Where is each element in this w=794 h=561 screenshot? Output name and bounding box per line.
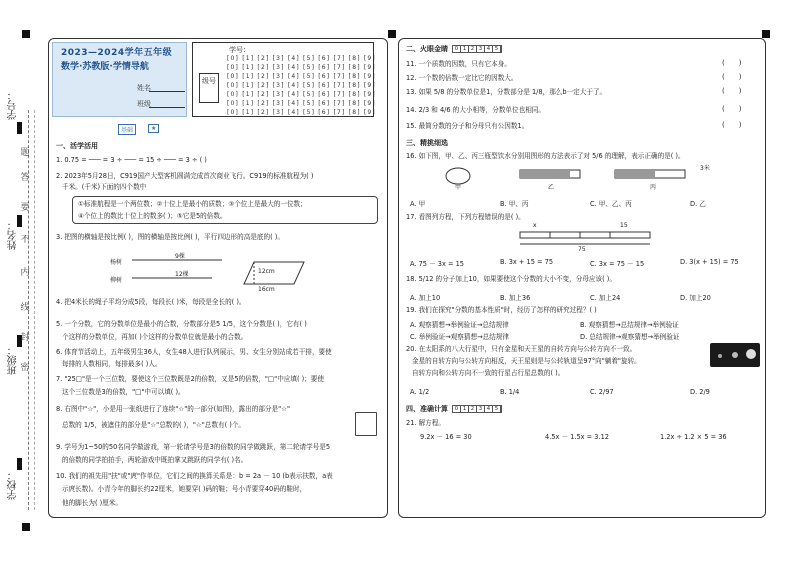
planet-image xyxy=(710,343,760,367)
answer-paren[interactable]: ( ) xyxy=(722,87,742,95)
option-C[interactable]: C. 加上24 xyxy=(590,294,621,302)
question-8: 8. 右图中"☆"，小是用一张纸进行了连续"☆"的一部分(如图)，露出的部分是"☆" xyxy=(56,405,291,413)
score-digit: 5 xyxy=(493,406,501,412)
digit-row[interactable]: [0] [1] [2] [3] [4] [5] [6] [7] [8] [9] xyxy=(227,64,376,71)
question-18: 18. 5/12 的分子加上10，如果要使这个分数的大小不变，分母应该( )。 xyxy=(406,275,616,283)
question-1: 1. 0.75 = ─── = 3 ÷ ─── = 15 ÷ ─── = 3 ÷ ( ) xyxy=(56,156,207,164)
fig-label: 杨树 xyxy=(110,259,123,266)
option-A[interactable]: A. 加上10 xyxy=(410,294,441,302)
question-21: 21. 解方程。 xyxy=(406,419,445,427)
score-digit: 0 xyxy=(453,406,461,412)
name-field-line[interactable] xyxy=(149,91,185,92)
section-title: 三、精挑细选 xyxy=(406,139,448,147)
question-2: 2. 2023年5月28日，C919国产大型客机圆满完成首次商业飞行。C919的标准航程为( ) xyxy=(56,172,314,180)
score-digit: 4 xyxy=(485,406,493,412)
digit-row[interactable]: [0] [1] [2] [3] [4] [5] [6] [7] [8] [9] xyxy=(227,55,376,62)
option-D[interactable]: D. 加上20 xyxy=(680,294,711,302)
option-D[interactable]: D. 乙 xyxy=(690,200,706,208)
question-10: 10. 我们的祖先用"扶"或"庹"作单位，它们之间的换算关系是：b = 2a － 10 (b表示扶数，a表 xyxy=(56,472,333,480)
option-B[interactable]: B. 甲、丙 xyxy=(500,200,529,208)
question-5: 5. 一个分数，它的分数单位是最小的合数，分数部分是5 1/5，这个分数是( )，它有( ) xyxy=(56,320,307,328)
fig16-label: 甲 xyxy=(455,184,462,191)
answer-paren[interactable]: ( ) xyxy=(722,73,742,81)
fig17-label: 75 xyxy=(578,246,586,253)
planet-icon xyxy=(718,354,722,358)
seal-char: 线 xyxy=(20,303,30,313)
option-A[interactable]: A. 甲 xyxy=(410,200,426,208)
seal-char: 密 xyxy=(20,363,30,373)
hint-line-1: ①标准航程是一个两位数；②十位上是最小的质数；③个位上是最大的一位数； xyxy=(78,200,307,208)
fig-label: 柳树 xyxy=(110,277,123,284)
option-B[interactable]: B. 观察猜想→总结规律→举例验证 xyxy=(580,321,679,329)
question-10-cont: 示庹长数)。小青今年的脚长约22厘米，她要穿( )码的鞋；号小青要穿40码的鞋时， xyxy=(62,485,307,493)
option-C[interactable]: C. 2/97 xyxy=(590,388,614,396)
seal-line-2 xyxy=(34,110,35,510)
question-8-cont: 总数的 1/5，被遮住的部分是"☆"总数的( )，"☆"总数有( )个。 xyxy=(62,421,246,429)
fig-label: 16cm xyxy=(258,286,275,293)
fig-label: 12cm xyxy=(258,268,275,275)
option-B[interactable]: B. 1/4 xyxy=(500,388,520,396)
score-digit: 3 xyxy=(477,406,485,412)
section-title: 一、活学活用 xyxy=(56,142,98,150)
fig16-label: 乙 xyxy=(548,184,555,191)
equation-3: 1.2x ÷ 1.2 × 5 = 36 xyxy=(660,433,727,441)
question-10-cont2: 他的脚长为( )厘米。 xyxy=(62,499,122,507)
registration-mark-top-left xyxy=(22,30,30,38)
option-A[interactable]: A. 1/2 xyxy=(410,388,430,396)
score-digit: 3 xyxy=(477,46,485,52)
question-20-cont: 金星的自转方向与公转方向相反，天王星则是与公转轨道呈97°向"躺着"旋转。 xyxy=(412,357,641,365)
exam-subtitle: 数学·苏教版·学情导航 xyxy=(61,62,149,72)
registration-mark-top-right xyxy=(388,30,396,38)
seal-char: 内 xyxy=(20,268,30,278)
fig16-label: 3米 xyxy=(700,165,710,172)
question-7-cont: 这个三位数是3的倍数，"□"中可以填( )。 xyxy=(62,388,185,396)
score-bar xyxy=(452,45,502,53)
question-11: 11. 一个质数的因数，只有它本身。 xyxy=(406,60,511,68)
exam-header xyxy=(52,42,187,117)
fig17-label: 15 xyxy=(620,222,628,229)
seal-char: 题 xyxy=(20,148,30,158)
digit-row[interactable]: [0] [1] [2] [3] [4] [5] [6] [7] [8] [9] xyxy=(227,109,376,116)
seal-char: 答 xyxy=(20,173,30,183)
question-12: 12. 一个数的倍数一定比它的因数大。 xyxy=(406,74,518,82)
answer-paren[interactable]: ( ) xyxy=(722,121,742,129)
class-label: 班级： xyxy=(8,345,19,375)
score-digit: 1 xyxy=(461,46,469,52)
question-4: 4. 把4米长的绳子平均分成5段，每段长( )米，每段是全长的( )。 xyxy=(56,298,246,306)
option-D[interactable]: D. 2/9 xyxy=(690,388,710,396)
question-9-cont: 的倍数的同学拍拍手，两轮游戏中既拍掌又跳跃的同学有( )名。 xyxy=(62,456,248,464)
answer-paren[interactable]: ( ) xyxy=(722,59,742,67)
seal-char: 封 xyxy=(20,333,30,343)
question-6: 6. 体育节活动上，五年级男生36人，女生48人进行队列展示，男、女生分别站成若干排，要使 xyxy=(56,348,332,356)
question-14: 14. 2/3 和 4/6 的大小相等，分数单位也相同。 xyxy=(406,106,545,114)
digit-row[interactable]: [0] [1] [2] [3] [4] [5] [6] [7] [8] [9] xyxy=(227,100,376,107)
seal-char: 不 xyxy=(20,235,30,245)
option-C[interactable]: C. 甲、乙、丙 xyxy=(590,200,632,208)
score-digit: 0 xyxy=(453,46,461,52)
fig17-label: x xyxy=(533,222,537,229)
tree-figure xyxy=(92,250,332,292)
id-label: 学号： xyxy=(229,46,250,54)
question-15: 15. 最简分数的分子和分母只有公因数1。 xyxy=(406,122,529,130)
difficulty-tag: 基础 xyxy=(118,124,136,135)
level-tab: 级号 xyxy=(199,73,219,103)
class-field-line[interactable] xyxy=(149,107,185,108)
question-6-cont: 每排的人数相同，每排最多( )人。 xyxy=(62,360,162,368)
fig-label: 9棵 xyxy=(175,253,185,260)
option-B[interactable]: B. 3x + 15 = 75 xyxy=(500,258,554,266)
question-13: 13. 如果 5/8 的分数单位是1，分数部分是 1/8，那么b一定大于了。 xyxy=(406,88,607,96)
option-C[interactable]: C. 3x = 75 － 15 xyxy=(590,260,645,268)
question-7: 7. "25□"是一个三位数，要使这个三位数既是2的倍数，又是5的倍数，"□"中应填( )；要使 xyxy=(56,375,324,383)
score-digit: 2 xyxy=(469,46,477,52)
section-title: 二、火眼金睛 xyxy=(406,45,448,53)
student-id-label: 学号： xyxy=(8,90,19,120)
question-20-cont2: 自转方向和公转方向不一致的行星占行星总数的( )。 xyxy=(412,369,565,377)
year-title: 2023—2024学年五年级 xyxy=(61,48,173,58)
option-B[interactable]: B. 加上36 xyxy=(500,294,531,302)
section-title: 四、准确计算 xyxy=(406,405,448,413)
option-C[interactable]: C. 举例验证→观察猜想→总结规律 xyxy=(410,333,509,341)
score-bar xyxy=(452,405,502,413)
class-field-label: 班级 xyxy=(137,100,151,108)
answer-paren[interactable]: ( ) xyxy=(722,105,742,113)
school-label: 学校： xyxy=(8,470,19,500)
question-17: 17. 看图列方程，下列方程错误的是( )。 xyxy=(406,213,525,221)
fig-label: 12棵 xyxy=(175,271,189,278)
star-card xyxy=(355,412,377,436)
fig16-label: 丙 xyxy=(650,184,657,191)
score-digit: 1 xyxy=(461,406,469,412)
question-19: 19. 我们在探究"分数的基本性质"时，经历了怎样的研究过程？( ) xyxy=(406,306,597,314)
option-D[interactable]: D. 3(x + 15) = 75 xyxy=(680,258,739,266)
question-16: 16. 如下图，甲、乙、丙三瓶型饮水分别用图形的方法表示了对 5/6 的理解，表示正确的是( )。 xyxy=(406,152,685,160)
equation-1: 9.2x － 16 = 30 xyxy=(420,433,472,441)
question-20: 20. 在太阳系的八大行星中，只有金星和天王星的自转方向与公转方向不一致。 xyxy=(406,345,637,353)
score-digit: 5 xyxy=(493,46,501,52)
seal-char: 要 xyxy=(20,203,30,213)
name-label: 姓名： xyxy=(8,220,19,250)
registration-mark-top-right2 xyxy=(762,30,770,38)
name-field-label: 姓名 xyxy=(137,84,151,92)
planet-icon xyxy=(746,349,756,359)
question-3: 3. 把图的横轴是按比例( )，图的横轴是按比例( )，平行四边形的高是底的( )。 xyxy=(56,233,284,241)
student-id-box xyxy=(192,42,374,117)
option-A[interactable]: A. 75 － 3x = 15 xyxy=(410,260,464,268)
digit-row[interactable]: [0] [1] [2] [3] [4] [5] [6] [7] [8] [9] xyxy=(227,91,376,98)
digit-row[interactable]: [0] [1] [2] [3] [4] [5] [6] [7] [8] [9] xyxy=(227,73,376,80)
option-A[interactable]: A. 观察猜想→举例验证→总结规律 xyxy=(410,321,509,329)
star-tag: ★ xyxy=(148,124,159,133)
score-digit: 4 xyxy=(485,46,493,52)
question-9: 9. 学号为1~50的50名同学做游戏，第一轮请学号是3的倍数的同学做跳跃，第二轮请学号是5 xyxy=(56,443,331,451)
option-D[interactable]: D. 总结规律→观察猜想→举例验证 xyxy=(580,333,680,341)
hint-line-2: ④个位上的数比十位上的数多( )；⑤它是5的倍数。 xyxy=(78,212,227,220)
score-digit: 2 xyxy=(469,406,477,412)
digit-row[interactable]: [0] [1] [2] [3] [4] [5] [6] [7] [8] [9] xyxy=(227,82,376,89)
fraction-figures xyxy=(440,166,700,196)
planet-icon xyxy=(732,352,738,358)
question-5-cont: 个这样的分数单位，再加( )个这样的分数单位就是最小的合数。 xyxy=(62,333,248,341)
equation-2: 4.5x － 1.5x = 3.12 xyxy=(545,433,609,441)
question-2-cont: 千米。(千米)下面的四个数中 xyxy=(62,183,147,191)
